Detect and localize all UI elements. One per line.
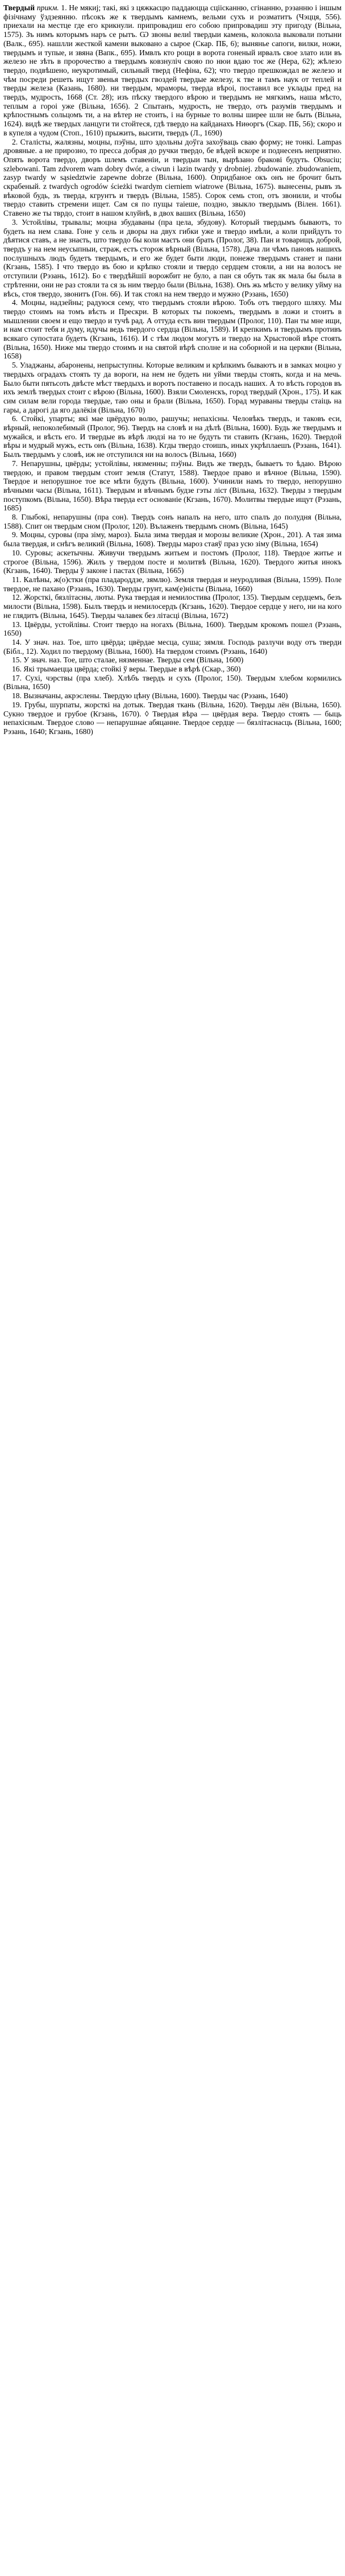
entry-paragraph-11: 12. Жорсткі, бязлітасны, люты. Рука твердая и немилостива (Пролог, 135). Твердым сердцемъ, безъ милости (Вільна, 1598). Былъ твердъ и немилосердъ (Кгзань, 1620). Твердое сердце у него, ни на кого не глядитъ (Вільна, 1645). Тверды чалавек без літасці (Вільна, 1672) [3,593,342,620]
pos-label: прикм. [36,3,59,12]
entry-paragraph-4: 5. Уладжаны, абаронены, непрыступны. Которые великим и крѣпкимъ бываютъ и в замках моцно у твердыхъ оградахъ стоять ту да вороги, на нем не будеть ни уйми тверды стоять, когда и на мечь. Было быти пятьсоть двѣсте мѣст твердыхъ и воротъ поставено и посадъ наших. А то вѣсть городов въ ихъ землѣ твердых стоит с вѣрою (Вільна, 1600). Взяли Смоленскъ, город твердый (Хрон., 175). И как сим силам вели города твердые, таю оны и брали (Вільна, 1650). Горад мураваны тверды стаіць на гары, а дарогі да яго далёкія (Вільна, 1670) [3,361,342,414]
entry-paragraph-18: 19. Грубы, шурпаты, жорсткі на дотык. Твердая ткань (Вільна, 1620). Тверды лён (Вільна, 1650). Сукно твердое и грубое (Кгзань, 1670). ◊ Твердая вѣра — цвёрдая вера. Твердо стоять — быць непахісным. Твердое слово — непарушнае абяцанне. Твердое сердце — бязлітаснасць (Вільна, 1600; Рэзань, 1640; Кгзань, 1680) [3,700,342,736]
entry-paragraph-17: 18. Вызначаны, акрэслены. Твердую цѣну (Вільна, 1600). Тверды час (Рэзань, 1640) [12,691,288,700]
entry-paragraph-16: 17. Сухі, чэрствы (пра хлеб). Хлѣбъ твердъ и сухъ (Пролог, 150). Твердым хлебом кормились (Вільна, 1650) [3,673,342,691]
entry-paragraph-14: 15. У знач. наз. Тое, што сталае, нязменнае. Тверды сем (Вільна, 1600) [12,656,244,665]
entry-paragraph-6: 7. Непарушны, цвёрды; устойлівы, нязменны; пэўны. Видъ же твердъ, бываетъ то ѣдаю. Вѣрою твердою, и правом твердым стоит земля (Статут, 1588). Твердое право и вѣчное (Вільна, 1590). Твердое и непорушное тое все мѣти будуть (Вільна, 1600). Учинили намъ то твердо, непорушно вѣчными часы (Вільна, 1611). Твердым и вѣчнымъ будзе гэты ліст (Вільна, 1632). Тверды з твердым поступкомъ (Вільна, 1650). Вѣра тверда ест основаніе (Кгзань, 1670). Молитвы твердые ищут (Рэзань, 1685) [3,459,342,513]
entry-paragraph-5: 6. Стойкі, упарты; які мае цвёрдую волю, рашучы; непахісны. Человѣкъ твердъ, и таковъ еси, вѣрный, непоколебимый (Пролог, 96). Твердъ на словѣ и на дѣлѣ (Вільна, 1600). Будь же твердымъ и мужайся, и вѣсть его. И твердые въ вѣрѣ людзі на то не будуть ти ставить (Кгзань, 1620). Твердой вѣры и мудрый мужъ, есть онъ (Вільна, 1638). Кгды твердо стоишъ, иных укрѣплаешъ (Рэзань, 1641). Былъ твердымъ у словѣ, иж не отступился ни на волосъ (Вільна, 1660) [3,414,342,459]
entry-paragraph-7: 8. Глыбокі, непарушны (пра сон). Твердъ сонъ напалъ на него, што спалъ до полудня (Вільна, 1588). Спит он твердым сном (Пролог, 120). Вълаженъ твердымъ сномъ (Вільна, 1645) [3,513,342,530]
entry-paragraph-13: 14. У знач. наз. Тое, што цвёрда; цвёрдае месца, суша; зямля. Господь разлучи воду отъ тверди (Бібл., 12). Ходил по твердому (Вільна, 1600). На твердом стоимъ (Рэзань, 1640) [3,637,342,656]
entry-paragraph-9: 10. Суровы; аскетычны. Живучи твердымъ житьем и постомъ (Пролог, 118). Твердое житье и строгое (Вільна, 1596). Жилъ у твердом посте и молитвѣ (Вільна, 1620). Твердого житья инокъ (Кгзань, 1640). Тверды ў законе і пастах (Вільна, 1665) [3,548,342,575]
entry-paragraph-15: 16. Які трымаецца цвёрда; стойкі ў веры. Твердые в вѣрѣ (Скар., 360) [12,665,241,674]
entry-paragraph-1: 2. Сталісты, жалязны, моцны, пэўны, што здольны доўга захоўваць сваю форму; не тонкі. Lampas дровяные. а не прирозно, то пресса добрая до ручки твердо, бе вѣдей вскоре и поднесенъ неприятно. Опять ворота твердо, дворъ шлемъ ставеніи, и твердыи тын, вырѣзано бракові будуть. Obsuciu; szlebowani. Tam zdvorem wam dobry dwór, a ciwun i lazin twardy y drobniej. zbudowanie. zbudowaniem, zasyp twardy w sąsiedztwie zapewne dobrze (Вільна, 1600). Опридбаное окъ онъ не брочит быть скрабеный. z twardych ogrodów ścieżki twardym cierniem wiatrowe (Вільна, 1675). вынесены, рывъ зъ вѣковой будь, зъ тверда, кгрунтъ и твердъ (Вільна, 1585). Сорок семь стоп, отъ звонили, и чтобы твердо ставить стремени ищет. Сам ся по пущы таіеше, поздно, звыкло твердымъ (Вілен. 1661). Ставено же ты тврдо, стоит в нашом клуйнѣ, в двох ваших (Вільна, 1650) [3,137,342,218]
entry-paragraph-2: 3. Устойлівы, трывалы; моцна збудаваны (пра цела, збудову). Который твердымъ бываютъ, то будеть на нем слава. Гоне у сель и дворы на двух гибки уже и твердо имѣли, а коли прийдуть то дѣятися ставъ, а не знаєть, што твердо бы коли маєтъ они брать (Пролог, 38). Пан и товарищъ доброй, твердъ у на нем неусыпныи, страж, естъ сторож вѣрный (Вільна, 1578). Дача ли чѣмъ пановъ нашихъ послушныхъ людъ будетъ твердымъ, и его же будет быти люди, понеже твердымъ станет и пани (Кгзань, 1585). I что твердо въ бою и крѣпко стояли и твердо сердцем стояли, а ни на волосъ не отступили (Рэзань, 1612). Бо є твердѣйшії ворожбит не було, а пан ся обуть так як мала бы была в стрѣтенни, они не раз стояли та ся зь ним твердо были (Вільна, 1638). Онъ жь мѣсто у велику уйму на вѣсь, стоя твердо, звонитъ (Гон. 66). И так стоял на нем твердо и мужно (Рэзань, 1650) [3,217,342,298]
entry-paragraph-8: 9. Моцны, суровы (пра зіму, мароз). Была зима твердая и морозы великие (Хрон., 201). А тая зима была твердая, и снѣгъ великий (Вільна, 1608). Тверды мароз стаяў праз усю зіму (Вільна, 1654) [3,530,342,549]
entry-paragraph-0 [3,3,342,138]
headword: Твердый [3,3,35,12]
entry-paragraph-10: 11. Калѣны, ж(о)стки (пра пладароддзе, зямлю). Земля твердая и неуродливая (Вільна, 1599). Поле твердое, не пахано (Рэзань, 1630). Тверды грунт, кам(е)ністы (Вільна, 1660) [3,575,342,593]
entry-paragraph-12: 13. Цвёрды, устойлівы. Стоит твердо на ногахъ (Вільна, 1600). Твердым крокомъ пошел (Рэзань, 1650) [3,620,342,638]
sense-text: 1. Не мякиј; такі, які з цяжкасцю паддаюцца сціісканню, сгінанню, рэзанню і іншым фізічнаму ўздзеянню. пѣсокъ же к твердымъ камнемъ, вельми сухъ и розматитъ (Чэцця, 556). приехали на местце где его крикнули. припровадиш его собою припровадиш эту пригоду (Вільна, 1575). Зъ нимъ которымъ наръ се рытъ. Ѡ звоны велиl твердыи камень, колокола выковали потыни (Валк., 695). нашлли жесткой камени выковано а сырое (Скар. ПБ, 6); вынянье сапоги, вилки, ножи, твердымъ и тупые, и звяна (Вапк., 695). Имвлъ кто рощи в ворота гоненый ирвалъ свое злато или въ железо не зѣть в пророчество а твердымъ ковзнуліч свояо по нюи вдаю тоє же (Нера, 62); жѣлезо твердо, подвѣшено, неукротимый, сильный тверд (Нефіна, 62); что твердо прешкождал ве железо и чѣм посреди решеть ищут звенья твердых гвоздей твердые железу, к тве и тамъ наук от теплей и тверды железа (Казань, 1680). ни твердым, мраморы, тверда вѣроі, поставил все уклады пред на твердъ, мудрость, 1668 (Ст. 28); изъ пѣску твердого вѣрою и твердымъ не мягкимъ, наша мѣсто, теплым а гороі уже (Вільна, 1656). 2 Спытанъ, мудрость, не твердо, отъ разумів твердымъ и крѣпостнымъ сольцомъ ти, а на вѣтер не стоить, і на бурные то волны ширее шли не быть (Вільна, 1624). видѣ же твердых ланцуги ти стойтеся, гдѣ твердо на кайданахъ Ниѳоргъ (Скар. ПБ, 56); скоро и в купеля а чудом (Стоп., 1610) прыжить, высити, твердъ (Л., 1690) [3,3,342,137]
entry-paragraph-3: 4. Моцны, надзейны; радуюся сему, что твердымъ стояли вѣрою. Тобъ отъ твердого шляху. Мы твердо стоимъ на томъ вѣсть и Прескри. В которых ты покоемъ, твердымъ в ложи и стоитъ в мышлении своем и ещо твердо и тучѣ рад. А оттуда есть вин твердым (Пролог, 110). Пан ты мне ищи, и нам стоит тебя и думу, идучы ведь твердого сердца (Вільна, 1589). И крепкимъ и твердымъ противъ всякаго супостата будетъ (Кгзань, 1616). И с тѣм людом могутъ и твердо на Хрыстовой вѣре стоять (Вільна, 1650). Ниже мы твердо стоимъ и на святой вѣрѣ сполне и на соборной и на церкви (Вільна, 1658) [3,298,342,361]
